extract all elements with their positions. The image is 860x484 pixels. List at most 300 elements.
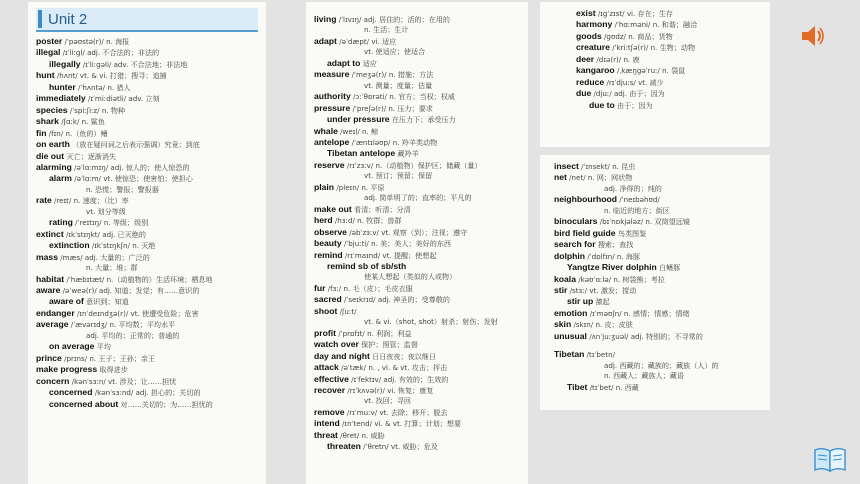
vocab-entry	[576, 88, 762, 99]
vocab-definition: vt. 找回；寻回	[364, 396, 411, 406]
vocab-word: attack	[314, 362, 339, 373]
vocab-definition: vi. 恢复；康复	[387, 385, 434, 395]
vocab-definition: 保护；照管；监督	[361, 340, 418, 350]
vocab-word: alarming	[36, 161, 72, 172]
vocab-entry	[314, 374, 520, 385]
vocab-definition-line	[314, 25, 520, 35]
vocab-definition: vi. & vt. 打算；计划；想要	[374, 419, 462, 429]
vocab-definition: adv. 立刻	[128, 94, 160, 104]
vocab-definition: n.（动植物的）生活环境；栖息地	[106, 274, 213, 284]
vocab-definition: n. 鹿	[623, 54, 640, 64]
vocab-word: profit	[314, 327, 336, 338]
vocab-word: Tibet	[567, 381, 588, 392]
vocab-pronunciation: /əˈdæpt/	[339, 36, 370, 46]
vocab-entry	[314, 238, 520, 249]
vocab-word: emotion	[554, 307, 588, 318]
vocab-word: living	[314, 14, 337, 24]
vocab-definition: n. 临近的地方；街区	[604, 205, 670, 215]
vocab-definition: n. 西藏	[615, 382, 639, 392]
vocab-entry	[36, 217, 258, 228]
vocab-entry	[314, 182, 520, 193]
vocab-pronunciation: /dɪə(r)/	[596, 54, 622, 64]
vocab-word: make out	[314, 203, 352, 214]
vocab-word: remind	[314, 249, 343, 260]
vocab-definition: （放在疑问词之后表示强调）究竟；到底	[72, 140, 200, 150]
vocab-entry	[314, 114, 520, 125]
vocab-definition: n. 和谐；融洽	[652, 20, 698, 30]
vocab-definition: adj. 不合法的；非法的	[87, 48, 160, 58]
vocab-word: binoculars	[554, 216, 598, 227]
vocab-word: plain	[314, 181, 335, 192]
vocab-word: aware	[36, 284, 61, 295]
vocab-definition: n. 猎人	[107, 82, 131, 92]
vocab-definition: n. 感情；情感；情绪	[623, 308, 690, 318]
vocab-definition: adj. 简单明了的；直率的；平凡的	[364, 193, 472, 203]
vocab-pronunciation: /ˈspiːʃiːz/	[69, 105, 100, 115]
vocab-word: concerned	[49, 387, 93, 398]
vocab-pronunciation: /ɪˈliːgəli/	[82, 59, 112, 69]
vocab-entry	[36, 93, 258, 104]
vocab-list-2	[314, 14, 520, 453]
vocab-entry	[554, 296, 762, 307]
vocab-definition: vt. 测量；度量；估量	[364, 80, 433, 90]
vocab-pronunciation: /ˈpəʊstə(r)/	[64, 37, 104, 46]
vocab-definition: n. 措施；方法	[388, 70, 434, 80]
vocab-entry	[36, 274, 258, 285]
vocab-entry	[554, 285, 762, 296]
vocab-definition: vt. 涉及；让……担忧	[108, 376, 177, 386]
vocab-definition: vi. 存在；生存	[626, 9, 673, 18]
vocab-entry	[576, 31, 762, 42]
vocab-pronunciation: /ɪˈmiːdiətli/	[87, 94, 127, 104]
vocab-word: endanger	[36, 307, 75, 318]
vocab-entry	[36, 195, 258, 206]
vocab-word: recover	[314, 384, 346, 395]
vocab-entry	[576, 100, 762, 111]
vocab-word: prince	[36, 352, 62, 363]
vocab-entry	[314, 137, 520, 148]
vocab-definition: vt. 使惊恐；使害怕；使担心	[103, 174, 193, 184]
vocab-pronunciation: /əˈtæk/	[341, 363, 367, 373]
vocab-entry	[314, 362, 520, 373]
vocab-definition: n. 利润；利益	[367, 328, 412, 338]
unit-header	[36, 8, 258, 32]
book-icon[interactable]	[812, 444, 848, 474]
vocab-word: insect	[554, 161, 579, 171]
vocab-definition: 鸟类图鉴	[617, 228, 647, 238]
vocab-entry	[36, 296, 258, 307]
vocab-definition: n. 物种	[101, 105, 126, 115]
vocab-definition: n. 王子；王孙；亲王	[89, 353, 156, 363]
vocab-definition: n. 恐慌；警报；警报器	[86, 184, 159, 194]
vocab-definition: 取得进步	[99, 365, 128, 375]
vocab-pronunciation: /ɪnˈdeɪndʒə(r)/	[76, 308, 129, 318]
vocab-entry	[314, 418, 520, 429]
vocab-word: fin	[36, 127, 47, 138]
entry-gap	[554, 342, 762, 349]
vocab-word: make progress	[36, 364, 98, 375]
vocab-word: effective	[314, 373, 349, 384]
vocab-pronunciation: /ˈhɑːməni/	[614, 20, 651, 30]
vocab-word: due	[576, 88, 592, 99]
vocab-definition: 搜索；查找	[597, 240, 634, 250]
vocab-pronunciation: /djuː/	[593, 89, 612, 99]
vocab-pronunciation: /reɪt/	[54, 196, 72, 206]
vocab-entry	[36, 376, 258, 387]
vocab-pronunciation: /kəʊˈɑːlə/	[578, 274, 612, 284]
vocab-entry	[554, 331, 762, 342]
vocab-pronunciation: /pleɪn/	[336, 182, 360, 192]
vocab-word: immediately	[36, 93, 86, 104]
vocab-entry	[314, 306, 520, 317]
vocab-word: remove	[314, 406, 345, 417]
vocab-word: measure	[314, 69, 350, 80]
vocab-word: Yangtze River dolphin	[567, 262, 657, 273]
vocab-definition: n. 网；网状物	[587, 173, 633, 183]
vocab-pronunciation: /ɪnˈtend/	[342, 419, 373, 429]
vocab-entry	[314, 91, 520, 102]
vocab-entry	[36, 229, 258, 240]
vocab-definition: 白鳍豚	[659, 263, 681, 273]
vocab-pronunciation: /rɪˈdjuːs/	[606, 77, 636, 87]
vocab-definition: 在压力下；承受压力	[391, 115, 456, 125]
vocab-definition: n. 威胁	[361, 430, 385, 440]
vocab-definition: 看清；听清；分清	[354, 204, 411, 214]
vocab-definition-line	[314, 317, 520, 327]
vocab-definition: adj. 大量的；广泛的	[84, 252, 150, 262]
vocab-entry	[36, 105, 258, 116]
vocab-column-1	[28, 2, 266, 484]
vocab-definition: n. , vi. & vt. 攻击；抨击	[368, 363, 448, 373]
vocab-entry	[554, 382, 762, 393]
vocab-word: poster	[36, 36, 63, 46]
vocab-entry	[36, 151, 258, 162]
vocab-definition-line	[36, 185, 258, 195]
vocab-pronunciation: /ˈpreʃə(r)/	[352, 103, 387, 113]
vocab-entry	[36, 285, 258, 296]
vocab-definition: n. 西藏人；藏族人；藏语	[604, 371, 684, 381]
vocab-pronunciation: /ˈreɪtɪŋ/	[75, 218, 102, 228]
vocab-entry	[314, 126, 520, 137]
vocab-pronunciation: /gʊdz/	[604, 31, 626, 41]
vocab-definition: n. 速度；（比）率	[73, 196, 129, 206]
vocab-word: alarm	[49, 173, 72, 184]
vocab-definition: vt. & vi. 打猎；搜寻；追捕	[79, 71, 167, 81]
vocab-definition: adj. 平均的；正常的；普通的	[86, 330, 180, 340]
vocab-entry	[554, 228, 762, 239]
vocab-word: day and night	[314, 350, 370, 361]
vocab-word: fur	[314, 282, 326, 293]
unit-header-bar	[38, 10, 42, 28]
vocab-entry	[36, 240, 258, 251]
vocab-word: under pressure	[327, 114, 390, 125]
vocab-definition: 灭亡；逐渐消失	[66, 151, 117, 161]
vocab-entry	[554, 308, 762, 319]
vocab-definition: adj. 已灭绝的	[102, 229, 146, 239]
vocab-column-4	[540, 155, 770, 410]
vocab-word: creature	[576, 42, 610, 53]
vocab-word: pressure	[314, 102, 351, 113]
vocab-definition-line	[314, 47, 520, 57]
vocab-definition: 藏羚羊	[397, 149, 419, 159]
vocab-word: Tibetan	[554, 349, 585, 360]
vocab-word: species	[36, 104, 68, 115]
vocab-entry	[554, 274, 762, 285]
vocab-entry	[314, 351, 520, 362]
vocab-entry	[554, 161, 762, 172]
vocab-entry	[36, 173, 258, 184]
vocab-definition: 由于；因为	[617, 100, 653, 110]
vocab-definition: vt. 使适应；使适合	[364, 47, 426, 57]
vocab-definition: adj. 净得的；纯的	[604, 183, 662, 193]
vocab-entry	[554, 216, 762, 227]
vocab-pronunciation: /ˈkriːtʃə(r)/	[612, 43, 649, 53]
vocab-entry	[36, 353, 258, 364]
vocab-word: adapt to	[327, 57, 361, 68]
vocab-word: antelope	[314, 136, 350, 147]
vocab-entry	[314, 250, 520, 261]
vocab-word: neighbourhood	[554, 194, 618, 205]
vocab-word: extinction	[49, 240, 90, 251]
vocab-definition: n. 鲨鱼	[81, 117, 105, 127]
vocab-entry	[576, 65, 762, 76]
vocab-word: illegally	[49, 58, 81, 69]
vocab-word: unusual	[554, 330, 587, 341]
vocab-entry	[314, 204, 520, 215]
vocab-definition: 激起	[595, 297, 610, 307]
vocab-definition: adj. 特别的；不寻常的	[630, 331, 703, 341]
vocab-pronunciation: /ʌnˈjuːʒuəl/	[589, 331, 629, 341]
vocab-definition: n.（鱼的）鳍	[65, 128, 108, 138]
vocab-word: stir up	[567, 296, 594, 307]
unit-title: Unit 2	[48, 10, 88, 28]
vocab-pronunciation: /tɪˈbet/	[589, 382, 614, 392]
vocab-definition-line	[314, 193, 520, 203]
vocab-word: hunt	[36, 70, 55, 81]
vocab-definition: vt. 提醒；使想起	[382, 250, 437, 260]
vocab-entry	[36, 319, 258, 330]
vocab-pronunciation: /stɜː/	[569, 285, 588, 295]
vocab-word: deer	[576, 53, 595, 64]
vocab-entry	[36, 70, 258, 81]
vocab-pronunciation: /ˈseɪkrɪd/	[343, 295, 376, 305]
vocab-pronunciation: /ɪˈməʊʃn/	[589, 308, 622, 318]
vocab-definition: adj. 知道；发觉；有……意识的	[98, 285, 200, 295]
speaker-icon[interactable]	[800, 24, 826, 48]
vocab-entry	[314, 294, 520, 305]
vocab-entry	[554, 319, 762, 330]
vocab-entry	[314, 14, 520, 25]
vocab-definition: n. 生物；动物	[650, 43, 696, 53]
vocab-entry	[36, 47, 258, 58]
vocab-definition: vi. 适应	[371, 36, 397, 46]
vocab-word: watch over	[314, 339, 359, 350]
vocab-definition-line	[314, 171, 520, 181]
vocab-entry	[314, 215, 520, 226]
vocab-entry	[554, 172, 762, 183]
vocab-pronunciation: /ʃuːt/	[339, 306, 357, 316]
vocab-pronunciation: /kənˈsɜːnd/	[94, 388, 134, 398]
vocab-pronunciation: /ɪgˈzɪst/	[597, 9, 625, 18]
vocab-definition: adj. 西藏的；藏族的；藏族（人）的	[604, 360, 719, 370]
vocab-definition: n.（动植物）保护区；储藏（量）	[375, 160, 482, 170]
vocab-definition: n. 羚羊类动物	[392, 137, 438, 147]
vocab-word: intend	[314, 418, 340, 429]
vocab-pronunciation: /ʃɑːk/	[61, 117, 80, 127]
vocab-pronunciation: /əˈlɑːm/	[74, 174, 102, 184]
vocab-word: stir	[554, 284, 568, 295]
vocab-definition-line	[36, 331, 258, 341]
vocab-entry	[36, 387, 258, 398]
vocab-word: mass	[36, 251, 58, 262]
vocab-word: hunter	[49, 81, 76, 92]
vocab-word: herd	[314, 215, 333, 226]
vocab-definition: n. 平均数；平均水平	[109, 320, 176, 330]
vocab-word: aware of	[49, 296, 84, 307]
vocab-definition: 使某人想起（类似的人或物）	[364, 272, 457, 282]
vocab-definition: vt. 观察（到）；注视；遵守	[381, 227, 468, 237]
vocab-pronunciation: /ˈɪnsekt/	[581, 162, 610, 171]
vocab-definition: vt. 去除；移开；脱去	[379, 407, 448, 417]
vocab-definition: adv. 不合法地；非法地	[113, 59, 188, 69]
vocab-pronunciation: /ɪˈfektɪv/	[351, 374, 382, 384]
vocab-word: habitat	[36, 273, 65, 284]
vocab-pronunciation: /mæs/	[60, 252, 83, 262]
vocab-pronunciation: /ˈneɪbəhʊd/	[619, 195, 660, 205]
vocab-definition: 适应	[362, 58, 377, 68]
vocab-entry	[576, 77, 762, 88]
vocab-entry	[36, 341, 258, 352]
vocab-entry	[314, 407, 520, 418]
vocab-pronunciation: /θret/	[340, 430, 360, 440]
vocab-pronunciation: /fɪn/	[48, 128, 64, 138]
vocab-definition-line	[314, 272, 520, 282]
vocab-entry	[314, 430, 520, 441]
vocab-pronunciation: /ɪkˈstɪŋkʃn/	[91, 241, 130, 251]
vocab-definition-line	[554, 206, 762, 216]
vocab-word: dolphin	[554, 250, 586, 261]
vocab-definition: n. 美；美人；美好的东西	[371, 239, 452, 249]
vocab-word: reserve	[314, 159, 345, 170]
vocab-entry	[314, 385, 520, 396]
vocab-word: observe	[314, 226, 347, 237]
vocab-entry	[36, 308, 258, 319]
vocab-word: kangaroo	[576, 65, 615, 76]
vocab-pronunciation: /rɪˈmaɪnd/	[344, 250, 381, 260]
vocab-word: shoot	[314, 305, 338, 316]
vocab-entry	[36, 128, 258, 139]
vocab-definition: n. 等级；级别	[103, 218, 149, 228]
vocab-pronunciation: /ˌkæŋgəˈruː/	[616, 66, 660, 76]
vocab-definition: n. 袋鼠	[662, 66, 686, 76]
vocab-entry	[314, 441, 520, 452]
vocab-word: koala	[554, 273, 576, 284]
vocab-pronunciation: /weɪl/	[340, 126, 360, 136]
vocab-pronunciation: /skɪn/	[573, 320, 594, 330]
vocab-entry	[314, 69, 520, 80]
vocab-pronunciation: /rɪˈmuːv/	[346, 407, 378, 417]
vocab-pronunciation: /kənˈsɜːn/	[71, 376, 106, 386]
vocab-definition: n. 生活；生计	[364, 25, 409, 35]
vocab-entry	[314, 283, 520, 294]
vocab-entry	[314, 36, 520, 47]
vocab-definition: adj. 有效的；生效的	[383, 374, 449, 384]
vocab-word: on earth	[36, 139, 70, 150]
vocab-word: concern	[36, 375, 70, 386]
vocab-entry	[314, 328, 520, 339]
vocab-definition: 日日夜夜；夜以继日	[372, 351, 436, 361]
vocab-definition: n. 毛（皮）；毛皮衣服	[343, 283, 413, 293]
vocab-word: on average	[49, 341, 95, 352]
vocab-word: beauty	[314, 238, 342, 249]
vocab-pronunciation: /fɜː/	[327, 283, 342, 293]
vocab-definition: 意识到；知道	[86, 297, 129, 307]
vocab-entry	[554, 251, 762, 262]
vocab-entry	[36, 116, 258, 127]
vocab-word: extinct	[36, 228, 64, 239]
vocab-definition: n. 鲸	[361, 126, 379, 136]
vocab-word: rating	[49, 217, 73, 228]
vocab-pronunciation: /ˈævərɪdʒ/	[70, 320, 108, 330]
vocab-entry	[36, 162, 258, 173]
vocab-list-3	[576, 8, 762, 111]
vocab-definition: adj. 居住的；活的；在用的	[363, 15, 450, 24]
vocab-word: concerned about	[49, 398, 119, 409]
vocab-entry	[314, 227, 520, 238]
vocab-column-2	[306, 2, 528, 484]
vocab-entry	[554, 262, 762, 273]
vocab-definition-line	[36, 207, 258, 217]
vocab-word: Tibetan antelope	[327, 148, 396, 159]
vocab-pronunciation: /tɪˈbetn/	[586, 350, 615, 360]
vocab-entry	[576, 8, 762, 19]
vocab-word: bird field guide	[554, 227, 616, 238]
vocab-definition: n. 海报	[106, 37, 130, 46]
vocab-definition: n. 皮；皮肤	[595, 320, 633, 330]
vocab-definition: n. 官方；当权；权威	[389, 92, 455, 102]
vocab-entry	[314, 58, 520, 69]
vocab-word: exist	[576, 8, 596, 18]
vocab-entry	[554, 349, 762, 360]
vocab-pronunciation: /əˈweə(r)/	[62, 285, 97, 295]
vocab-entry	[314, 103, 520, 114]
vocab-entry	[36, 59, 258, 70]
vocab-definition: n. 大量；堆；群	[86, 263, 138, 273]
vocab-word: adapt	[314, 35, 337, 46]
vocab-list-4	[554, 161, 762, 393]
vocab-pronunciation: /bɪˈnɒkjələz/	[599, 217, 644, 227]
vocab-column-3	[540, 2, 770, 147]
vocab-entry	[314, 148, 520, 159]
vocab-entry	[314, 160, 520, 171]
vocab-definition: 平均	[96, 342, 111, 352]
vocab-entry	[576, 42, 762, 53]
vocab-list-1	[36, 36, 258, 410]
vocab-word: average	[36, 319, 69, 330]
vocab-word: whale	[314, 125, 338, 136]
vocab-definition: n. 商品；货物	[628, 31, 673, 41]
vocab-definition-line	[314, 396, 520, 406]
vocab-entry	[314, 261, 520, 272]
vocab-definition: n. 海豚	[616, 251, 641, 261]
vocab-word: goods	[576, 30, 602, 41]
vocab-entry	[554, 239, 762, 250]
vocab-word: authority	[314, 91, 351, 102]
vocab-pronunciation: /ɪkˈstɪŋkt/	[65, 229, 100, 239]
vocab-word: reduce	[576, 76, 605, 87]
vocab-pronunciation: /ˈæntɪləʊp/	[351, 137, 391, 147]
vocab-definition: 对……关切的；为……担忧的	[120, 399, 213, 409]
